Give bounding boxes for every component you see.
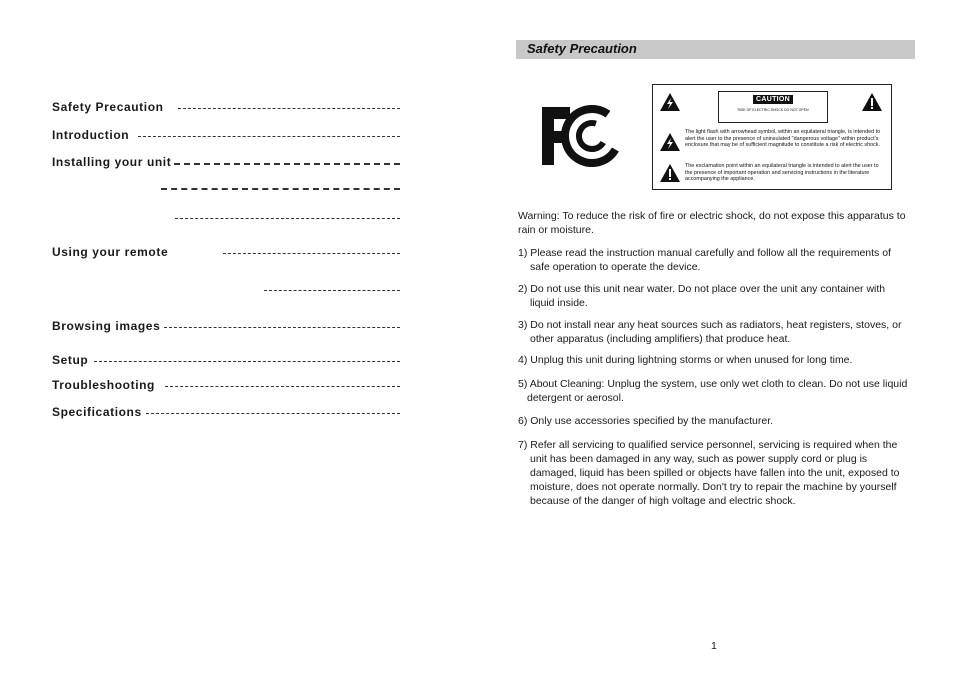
list-item (518, 414, 922, 428)
section-banner (516, 40, 915, 59)
item-first-line: Please read the instruction manual carefully and follow all the requirements of (530, 247, 891, 259)
section-title: Safety Precaution (527, 41, 637, 56)
toc-leader (223, 253, 400, 254)
item-first-line: Do not install near any heat sources such as radiators, heat registers, stoves, or (530, 319, 902, 331)
item-continuation: safe operation to operate the device. (530, 261, 701, 273)
exclamation-warning-icon (659, 163, 681, 183)
caution-tag: CAUTION (753, 95, 793, 104)
toc-leader (161, 188, 400, 190)
list-item (518, 353, 922, 367)
list-item (518, 318, 922, 346)
toc-label: Using your remote (52, 245, 169, 259)
toc-leader (138, 136, 400, 137)
item-number: 7) (518, 439, 528, 451)
item-number: 3) (518, 319, 528, 331)
item-continuation: unit has been damaged in any way, such as power supply cord or plug is damaged, liquid has been spilled or objects have fallen into the unit, exposed to moisture, does not operate normally. Don't try to repair the machine by yourself because of the danger of high voltage and electric shock. (530, 453, 900, 507)
toc-leader (94, 361, 400, 362)
lightning-warning-icon (659, 92, 681, 112)
toc-label: Introduction (52, 128, 130, 142)
item-first-line: Only use accessories specified by the manufacturer. (530, 415, 774, 427)
toc-leader (174, 163, 400, 165)
warning-text: Warning: To reduce the risk of fire or electric shock, do not expose this apparatus to rain or moisture. (518, 210, 906, 236)
exclamation-warning-icon (861, 92, 883, 112)
item-continuation: liquid inside. (530, 297, 588, 309)
list-item (518, 438, 922, 508)
item-continuation: other apparatus (including amplifiers) that produce heat. (530, 333, 791, 345)
caution-header (718, 91, 828, 123)
item-number: 2) (518, 283, 528, 295)
item-first-line: About Cleaning: Unplug the system, use only wet cloth to clean. Do not use liquid (529, 378, 908, 390)
toc-label: Safety Precaution (52, 100, 164, 114)
toc-leader (175, 218, 400, 219)
toc-entry-safety[interactable] (52, 100, 402, 116)
toc-entry-specifications[interactable] (52, 405, 402, 421)
item-first-line: Do not use this unit near water. Do not place over the unit any container with (530, 283, 886, 295)
fcc-logo-icon (540, 105, 622, 167)
toc-entry-sub1[interactable] (52, 180, 402, 196)
page-number: 1 (711, 640, 717, 652)
toc-label: Browsing images (52, 319, 161, 333)
item-number: 5) (518, 378, 528, 390)
list-item (518, 282, 922, 310)
toc-entry-browsing[interactable] (52, 319, 402, 335)
item-number: 4) (518, 354, 528, 366)
toc-entry-setup[interactable] (52, 353, 402, 369)
toc-leader (178, 108, 400, 109)
item-number: 1) (518, 247, 528, 259)
toc-leader (165, 386, 400, 387)
toc-label: Troubleshooting (52, 378, 155, 392)
toc-entry-installing[interactable] (52, 155, 402, 171)
toc-label: Specifications (52, 405, 142, 419)
toc-leader (264, 290, 400, 291)
list-item (518, 377, 922, 405)
toc-label: Setup (52, 353, 89, 367)
item-first-line: Refer all servicing to qualified service personnel, servicing is required when the (530, 439, 898, 451)
toc-entry-remote[interactable] (52, 245, 402, 261)
toc-entry-sub3[interactable] (52, 282, 402, 298)
toc-entry-sub2[interactable] (52, 210, 402, 226)
lightning-explanation: The light flash with arrowhead symbol, within an equilateral triangle, is intended to alert the user to the presence of uninsulated "dangerous voltage" within product's enclosure that may be of sufficient magnitude to constitute a risk of electric shock. (685, 129, 881, 149)
item-number: 6) (518, 415, 528, 427)
list-item (518, 246, 922, 274)
exclamation-explanation: The exclamation point within an equilateral triangle is intended to alert the user to the presence of important operation and servicing instructions in the literature accompanying the appliance. (685, 163, 879, 183)
item-first-line: Unplug this unit during lightning storms or when unused for long time. (530, 354, 853, 366)
toc-label: Installing your unit (52, 155, 172, 169)
caution-subtext: RISK OF ELECTRIC SHOCK DO NOT OPEN (737, 108, 809, 112)
toc-entry-troubleshooting[interactable] (52, 378, 402, 394)
item-continuation: detergent or aerosol. (527, 392, 624, 404)
toc-entry-introduction[interactable] (52, 128, 402, 144)
caution-label-box (652, 84, 892, 190)
toc-leader (164, 327, 400, 328)
toc-leader (146, 413, 400, 414)
lightning-warning-icon (659, 132, 681, 152)
